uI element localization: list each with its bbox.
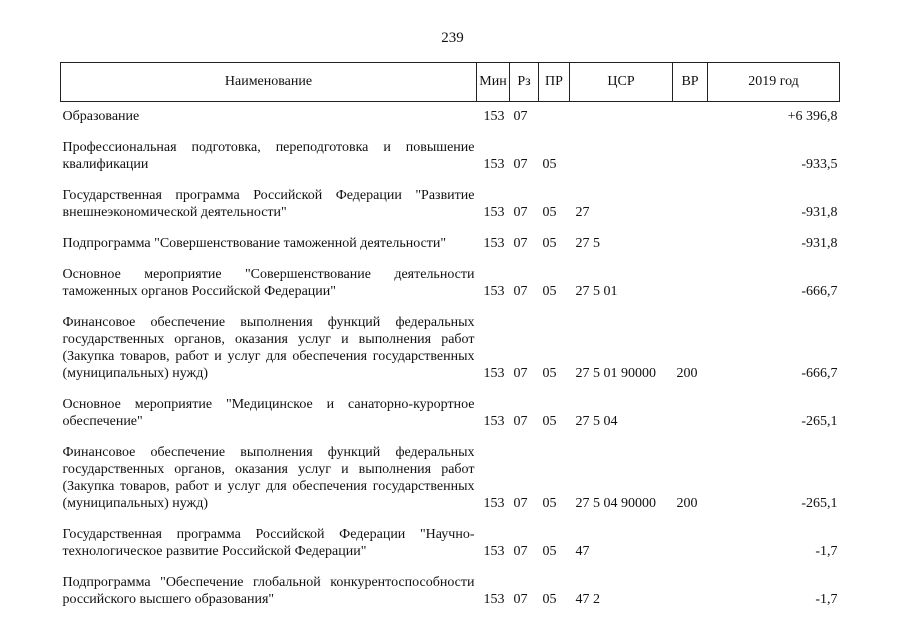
row-value: +6 396,8 — [787, 109, 838, 124]
table-row — [61, 382, 840, 430]
row-vr — [673, 173, 708, 221]
row-min: 153 — [483, 366, 505, 381]
row-rz: 07 — [513, 592, 528, 607]
row-csr: 47 2 — [575, 592, 600, 607]
row-rz: 07 — [513, 205, 528, 220]
row-value: -666,7 — [801, 284, 838, 299]
row-name: Образование — [62, 109, 140, 124]
header-name: Наименование — [61, 63, 477, 102]
row-value: -931,8 — [801, 205, 838, 220]
row-name: Финансовое обеспечение выполнения функций федеральных государственных органов, оказания услуг и выполнения работ (Закупка товаров, работ и услуг для обеспечения государственных (муниципальных) нужд) — [62, 315, 475, 381]
row-value: -1,7 — [815, 544, 838, 559]
row-pr: 05 — [542, 284, 557, 299]
row-rz: 07 — [513, 109, 528, 124]
row-rz: 07 — [513, 366, 528, 381]
budget-table — [60, 62, 840, 608]
row-csr: 27 — [575, 205, 590, 220]
header-min: Мин — [477, 63, 510, 102]
row-csr: 27 5 01 90000 — [575, 366, 656, 381]
table-body — [61, 102, 840, 609]
header-vr: ВР — [673, 63, 708, 102]
row-value: -265,1 — [801, 414, 838, 429]
row-csr — [570, 125, 673, 173]
row-rz: 07 — [513, 236, 528, 251]
table-row — [61, 221, 840, 252]
row-csr: 47 — [575, 544, 590, 559]
row-pr: 05 — [542, 496, 557, 511]
row-csr: 27 5 — [575, 236, 600, 251]
row-pr — [539, 102, 570, 126]
table-row — [61, 512, 840, 560]
table-row — [61, 252, 840, 300]
row-value: -666,7 — [801, 366, 838, 381]
table-header — [61, 63, 840, 102]
header-year: 2019 год — [708, 63, 840, 102]
row-rz: 07 — [513, 284, 528, 299]
table-row — [61, 173, 840, 221]
row-vr — [673, 252, 708, 300]
row-csr: 27 5 04 — [575, 414, 618, 429]
row-vr: 200 — [676, 366, 698, 381]
table-row — [61, 102, 840, 126]
row-vr — [673, 512, 708, 560]
row-pr: 05 — [542, 236, 557, 251]
row-min: 153 — [483, 109, 505, 124]
row-pr: 05 — [542, 205, 557, 220]
header-pr: ПР — [539, 63, 570, 102]
row-min: 153 — [483, 205, 505, 220]
row-name: Государственная программа Российской Федерации "Развитие внешнеэкономической деятельности" — [62, 188, 475, 220]
row-rz: 07 — [513, 496, 528, 511]
table-row — [61, 300, 840, 382]
table-row — [61, 430, 840, 512]
row-name: Финансовое обеспечение выполнения функций федеральных государственных органов, оказания услуг и выполнения работ (Закупка товаров, работ и услуг для обеспечения государственных (муниципальных) нужд) — [62, 445, 475, 511]
row-pr: 05 — [542, 592, 557, 607]
row-pr: 05 — [542, 414, 557, 429]
row-name: Профессиональная подготовка, переподготовка и повышение квалификации — [62, 140, 475, 172]
row-min: 153 — [483, 157, 505, 172]
row-name: Основное мероприятие "Совершенствование деятельности таможенных органов Российской Федерации" — [62, 267, 475, 299]
row-vr — [673, 221, 708, 252]
row-min: 153 — [483, 496, 505, 511]
row-vr — [673, 125, 708, 173]
row-value: -931,8 — [801, 236, 838, 251]
row-csr: 27 5 01 — [575, 284, 618, 299]
table-row — [61, 125, 840, 173]
row-value: -933,5 — [801, 157, 838, 172]
row-name: Подпрограмма "Обеспечение глобальной конкурентоспособности российского высшего образования" — [62, 575, 475, 607]
row-name: Государственная программа Российской Федерации "Научно-технологическое развитие Российской Федерации" — [62, 527, 475, 559]
row-vr — [673, 102, 708, 126]
row-vr — [673, 382, 708, 430]
header-rz: Рз — [510, 63, 539, 102]
header-csr: ЦСР — [570, 63, 673, 102]
table-row — [61, 560, 840, 608]
row-min: 153 — [483, 284, 505, 299]
row-pr: 05 — [542, 544, 557, 559]
page-number: 239 — [441, 30, 464, 46]
row-min: 153 — [483, 592, 505, 607]
row-pr: 05 — [542, 366, 557, 381]
row-name: Подпрограмма "Совершенствование таможенной деятельности" — [62, 236, 447, 251]
row-min: 153 — [483, 236, 505, 251]
row-min: 153 — [483, 414, 505, 429]
row-value: -1,7 — [815, 592, 838, 607]
row-csr — [570, 102, 673, 126]
row-pr: 05 — [542, 157, 557, 172]
row-vr: 200 — [676, 496, 698, 511]
row-csr: 27 5 04 90000 — [575, 496, 656, 511]
row-rz: 07 — [513, 544, 528, 559]
row-rz: 07 — [513, 414, 528, 429]
row-min: 153 — [483, 544, 505, 559]
row-vr — [673, 560, 708, 608]
row-rz: 07 — [513, 157, 528, 172]
row-name: Основное мероприятие "Медицинское и санаторно-курортное обеспечение" — [62, 397, 475, 429]
row-value: -265,1 — [801, 496, 838, 511]
